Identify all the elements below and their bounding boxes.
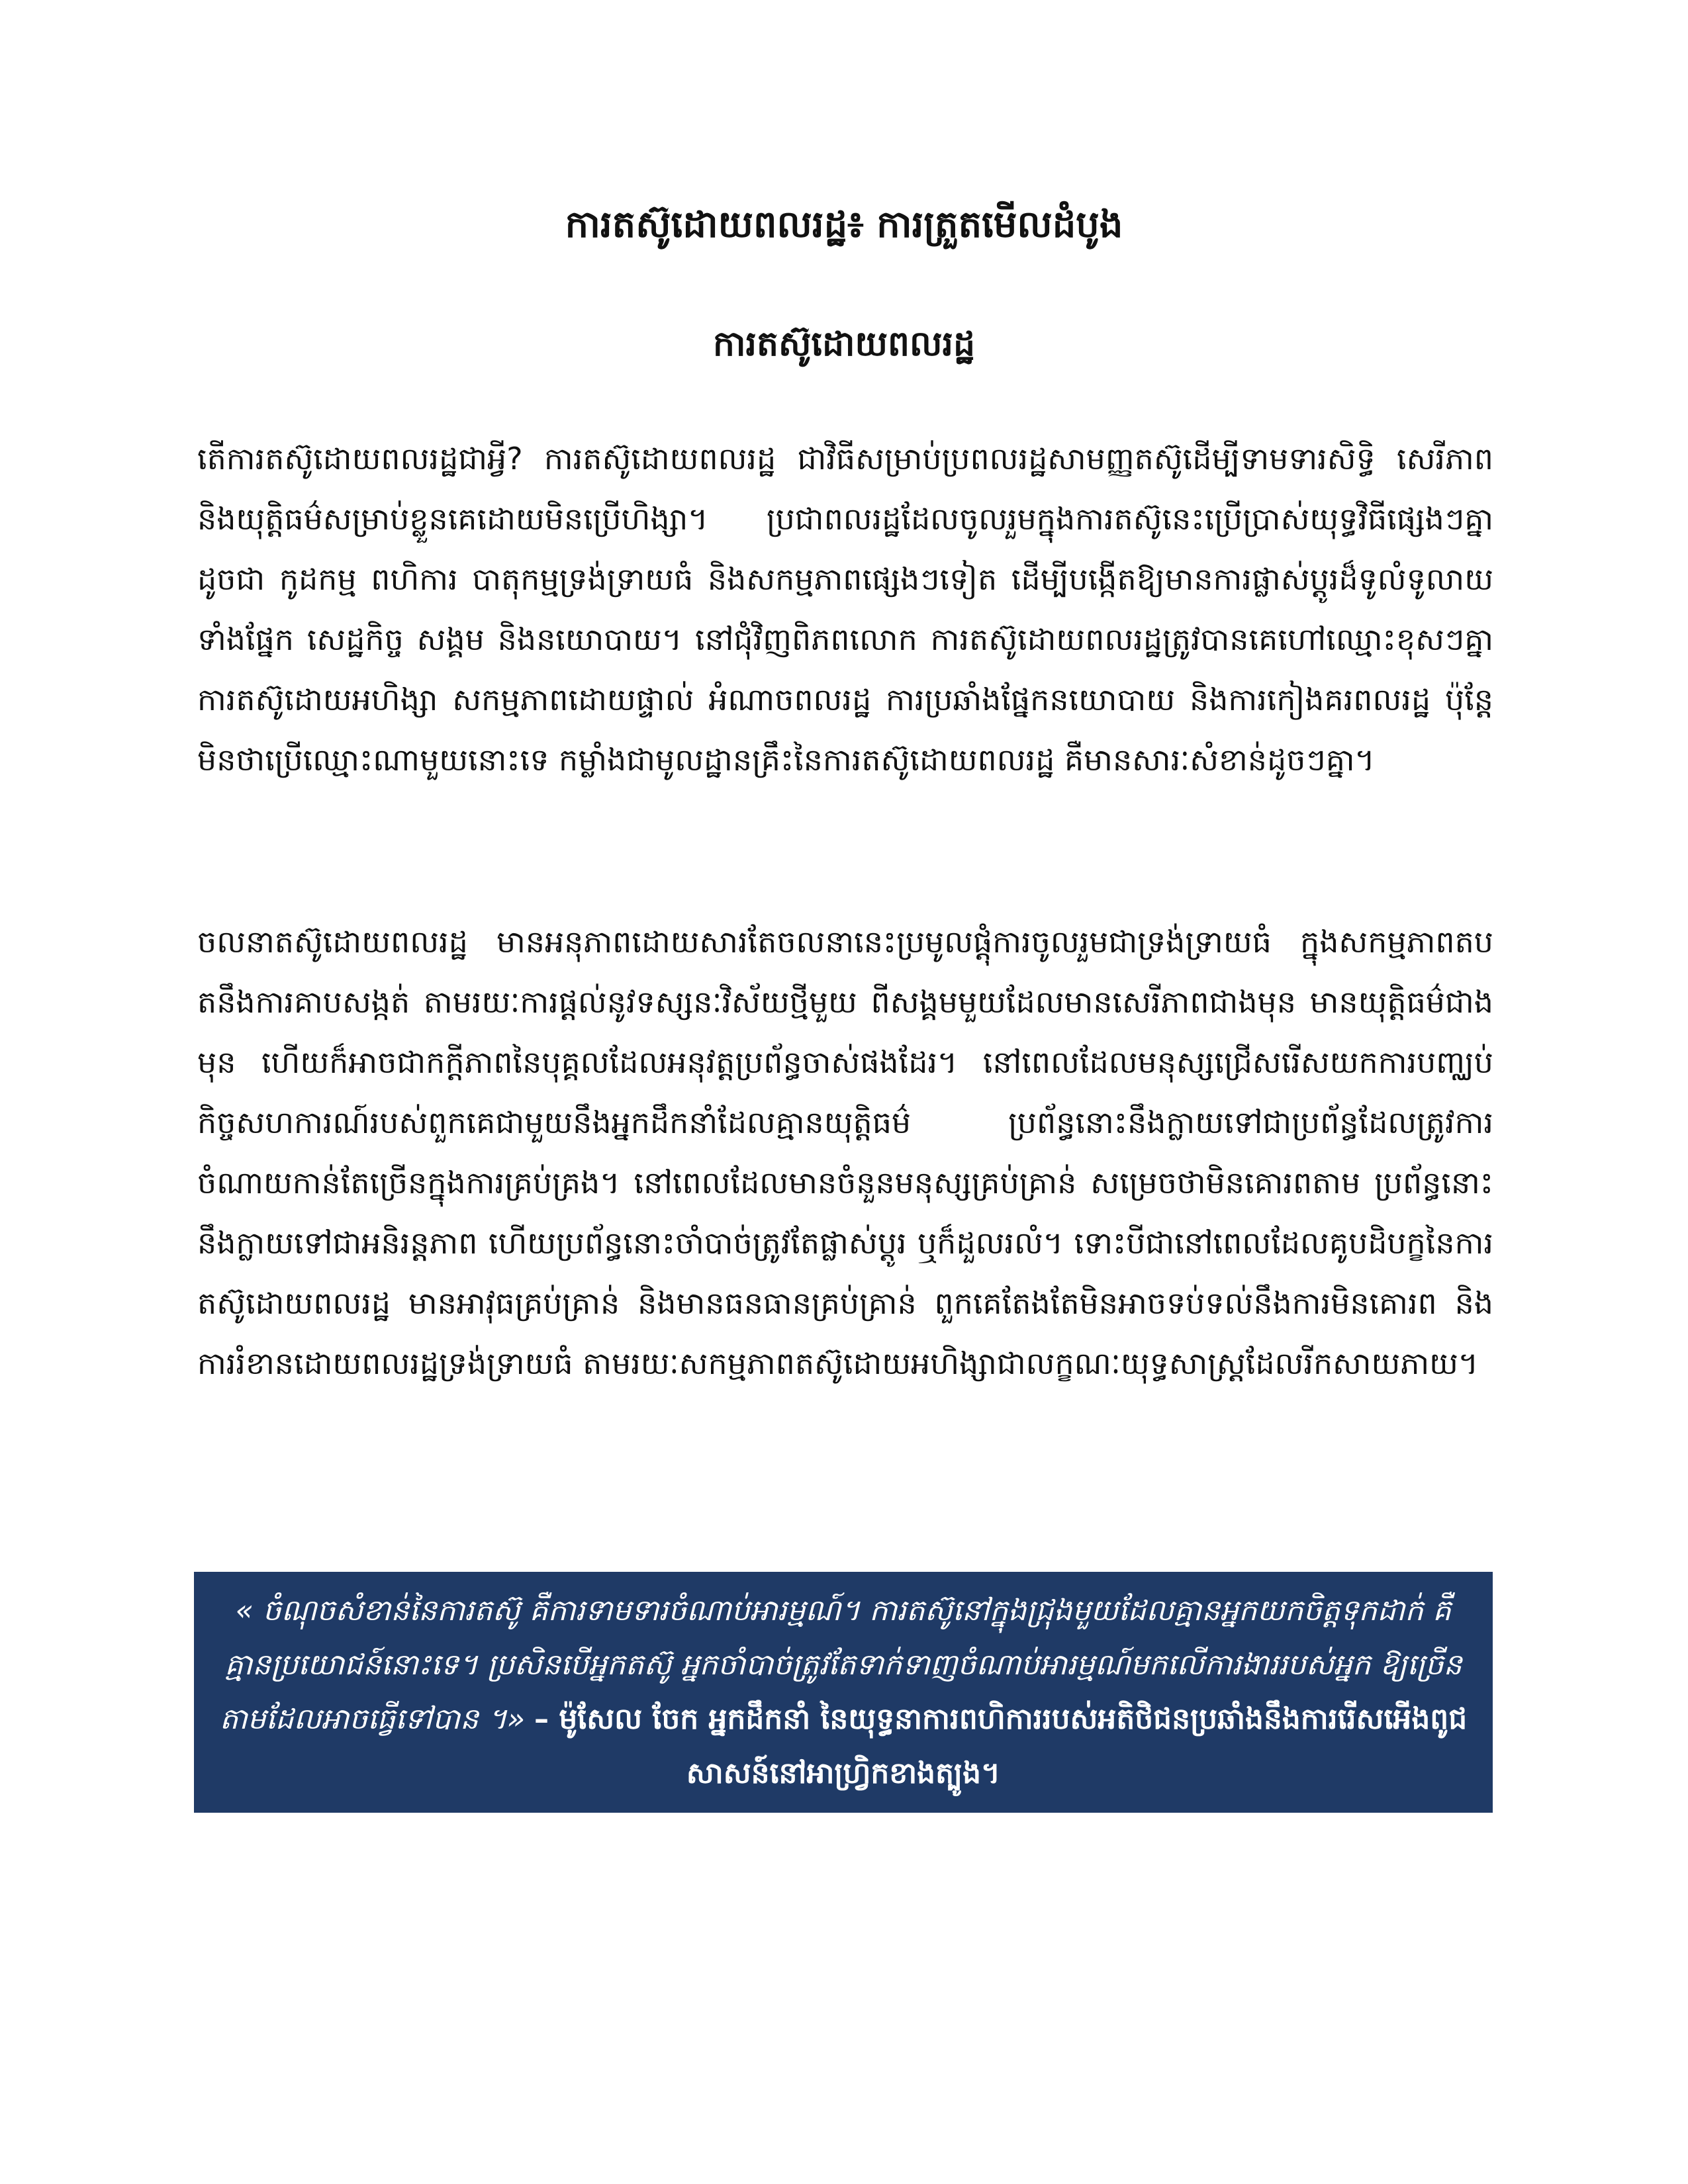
page-title: ការតស៊ូដោយពលរដ្ឋ៖ ការត្រួតមើលដំបូង — [565, 203, 1123, 246]
quote-box — [194, 1572, 1493, 1813]
quote-attribution: – ម៉ូសែល ចែក អ្នកដឹកនាំ នៃយុទ្ធនាការពហិការរបស់អតិថិជនប្រឆាំងនឹងការរើសអើងពូជសាសន៍នៅអាហ្វ្រិកខាងត្បូង។ — [534, 1702, 1468, 1790]
body-paragraph-2: ចលនាតស៊ូដោយពលរដ្ឋ មានអនុភាពដោយសារតែចលនានេះប្រមូលផ្តុំការចូលរួមជាទ្រង់ទ្រាយធំ ក្នុងសកម្មភាពតបតនឹងការគាបសង្កត់ តាមរយៈការផ្តល់នូវទស្សនៈវិស័យថ្មីមួយ ពីសង្គមមួយដែលមានសេរីភាពជាងមុន មានយុត្តិធម៌ជាងមុន ហើយក៏អាចជាកក្តីភាពនៃបុគ្គលដែលអនុវត្តប្រព័ន្ធចាស់ផងដែរ។ នៅពេលដែលមនុស្សជ្រើសរើសយកការបញ្ឈប់កិច្ចសហការណ៍របស់ពួកគេជាមួយនឹងអ្នកដឹកនាំដែលគ្មានយុត្តិធម៌ ប្រព័ន្ធនោះនឹងក្លាយទៅជាប្រព័ន្ធដែលត្រូវការចំណាយកាន់តែច្រើនក្នុងការគ្រប់គ្រង។ នៅពេលដែលមានចំនួនមនុស្សគ្រប់គ្រាន់ សម្រេចថាមិនគោរពតាម ប្រព័ន្ធនោះនឹងក្លាយទៅជាអនិរន្តភាព ហើយប្រព័ន្ធនោះចាំបាច់ត្រូវតែផ្លាស់ប្តូរ ឬក៏ដួលរលំ។ ទោះបីជានៅពេលដែលគូបដិបក្ខនៃការតស៊ូដោយពលរដ្ឋ មានអាវុធគ្រប់គ្រាន់ និងមានធនធានគ្រប់គ្រាន់ ពួកគេតែងតែមិនអាចទប់ទល់នឹងការមិនគោរព និងការរំខានដោយពលរដ្ឋទ្រង់ទ្រាយធំ តាមរយៈសកម្មភាពតស៊ូដោយអហិង្សាជាលក្ខណៈយុទ្ធសាស្ត្រដែលរីកសាយភាយ។ — [197, 924, 1493, 1381]
section-heading: ការតស៊ូដោយពលរដ្ឋ — [712, 324, 976, 364]
body-paragraph-1: តើការតស៊ូដោយពលរដ្ឋជាអ្វី? ការតស៊ូដោយពលរដ្ឋ ជាវិធីសម្រាប់ប្រពលរដ្ឋសាមញ្ញតស៊ូដើម្បីទាមទារសិទ្ធិ សេរីភាព និងយុត្តិធម៌សម្រាប់ខ្លួនគេដោយមិនប្រើហិង្សា។ ប្រជាពលរដ្ឋដែលចូលរួមក្នុងការតស៊ូនេះប្រើប្រាស់យុទ្ធវិធីផ្សេងៗគ្នា ដូចជា កូដកម្ម ពហិការ បាតុកម្មទ្រង់ទ្រាយធំ និងសកម្មភាពផ្សេងៗទៀត ដើម្បីបង្កើតឱ្យមានការផ្លាស់ប្តូរដ៏ទូលំទូលាយទាំងផ្នែក សេដ្ឋកិច្ច សង្គម និងនយោបាយ។ នៅជុំវិញពិភពលោក ការតស៊ូដោយពលរដ្ឋត្រូវបានគេហៅឈ្មោះខុសៗគ្នា ការតស៊ូដោយអហិង្សា សកម្មភាពដោយផ្ទាល់ អំណាចពលរដ្ឋ ការប្រឆាំងផ្នែកនយោបាយ និងការកៀងគរពលរដ្ឋ ប៉ុន្តែមិនថាប្រើឈ្មោះណាមួយនោះទេ កម្លាំងជាមូលដ្ឋានគ្រឹះនៃការតស៊ូដោយពលរដ្ឋ គឺមានសារៈសំខាន់ដូចៗគ្នា។ — [197, 441, 1493, 778]
quote-text: « ចំណុចសំខាន់នៃការតស៊ូ គឺការទាមទារចំណាប់អារម្មណ៍។ ការតស៊ូនៅក្នុងជ្រុងមួយដែលគ្មានអ្នកយកចិត្តទុកដាក់ គឺគ្មានប្រយោជន៍នោះទេ។ ប្រសិនបើអ្នកតស៊ូ អ្នកចាំបាច់ត្រូវតែទាក់ទាញចំណាប់អារម្មណ៍មកលើការងាររបស់អ្នក ឱ្យច្រើនតាមដែលអាចធ្វើទៅបាន ។» — [219, 1594, 1462, 1736]
